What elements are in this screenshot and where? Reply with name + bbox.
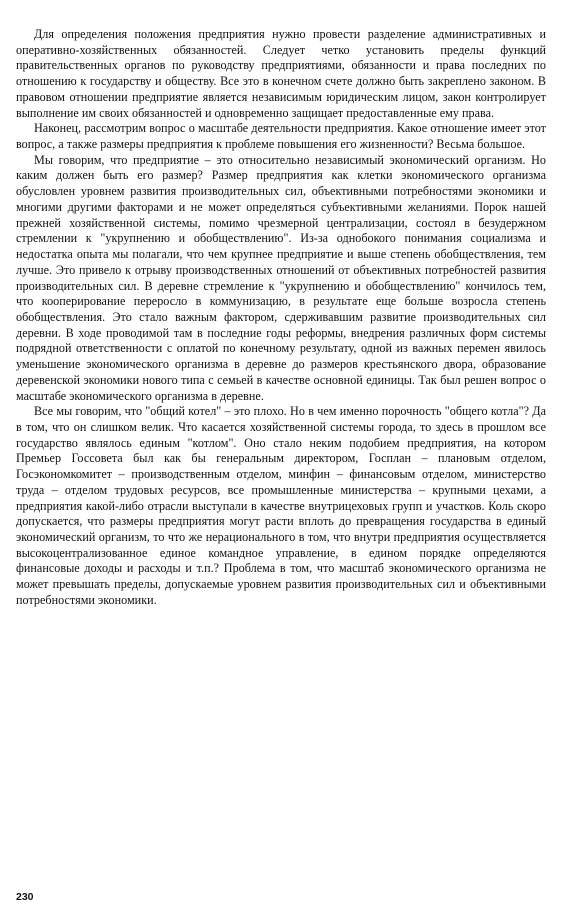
page-number: 230 xyxy=(16,891,34,903)
paragraph-1: Для определения положения предприятия нужно провести разделение административных и оперативно-хозяйственных обязанностей. Следует четко установить пределы функций правительственных органов по руководству предприятиями, обязанности и права последних по отношению к государству и обществу. Все это в конечном счете должно быть закреплено законом. В правовом отношении предприятие является независимым юридическим лицом, закон контролирует выполнение им своих обязанностей и одновременно защищает предоставленные ему права. xyxy=(16,27,546,120)
paragraph-2: Наконец, рассмотрим вопрос о масштабе деятельности предприятия. Какое отношение имеет этот вопрос, а также размеры предприятия к проблеме повышения его жизненности? Весьма большое. xyxy=(16,121,546,152)
paragraph-3: Мы говорим, что предприятие – это относительно независимый экономический организм. Но каким должен быть его размер? Размер предприятия как клетки экономического организма обусловлен уровнем развития производительных сил, объективными потребностями экономики и многими другими факторами и не может определяться субъективными желаниями. Порок нашей прежней хозяйственной системы, помимо чрезмерной централизации, состоял в безудержном стремлении к "укрупнению и обобществлению". Из-за однобокого понимания социализма и недостатка опыта мы полагали, что чем крупнее предприятие и выше степень обобществления, тем лучше. Это привело к отрыву производственных отношений от объективных потребностей развития производительных сил. В деревне стремление к "укрупнению и обобществлению" кончилось тем, что кооперирование переросло в коммунизацию, в результате еще больше возросла степень обобществления. Это стало важным фактором, сдерживавшим развитие производительных сил деревни. В ходе проводимой там в последние годы реформы, внедрения различных форм системы подрядной ответственности с оплатой по конечному результату, одной из важных перемен явилось уменьшение экономического организма в деревне до размеров крестьянского двора, образование деревенской экономики нового типа с семьей в качестве основной единицы. Так был решен вопрос о масштабе экономического организма в деревне. xyxy=(16,152,546,403)
page-body xyxy=(16,27,546,609)
paragraph-4: Все мы говорим, что "общий котел" – это плохо. Но в чем именно порочность "общего котла"? Да в том, что он слишком велик. Что касается хозяйственной системы города, то здесь в прошлом все государство являлось единым "котлом". Оно стало неким подобием предприятия, на котором Премьер Госсовета был как бы генеральным директором, Госплан – плановым отделом, Госэкономкомитет – производственным отделом, минфин – финансовым отделом, министерство труда – отделом трудовых ресурсов, все промышленные министерства – крупными цехами, а предприятия какой-либо отрасли выступали в качестве внутрицеховых групп и участков. Коль скоро допускается, что размеры предприятия могут расти вплоть до превращения государства в единый экономический организм, то что же нерационального в том, что внутри предприятия осуществляется высокоцентрализованное единое командное управление, в едином порядке определяются финансовые доходы и расходы и т.п.? Проблема в том, что масштаб экономического организма не может превышать пределы, допускаемые уровнем развития производительных сил и объективными потребностями экономики. xyxy=(16,404,546,607)
